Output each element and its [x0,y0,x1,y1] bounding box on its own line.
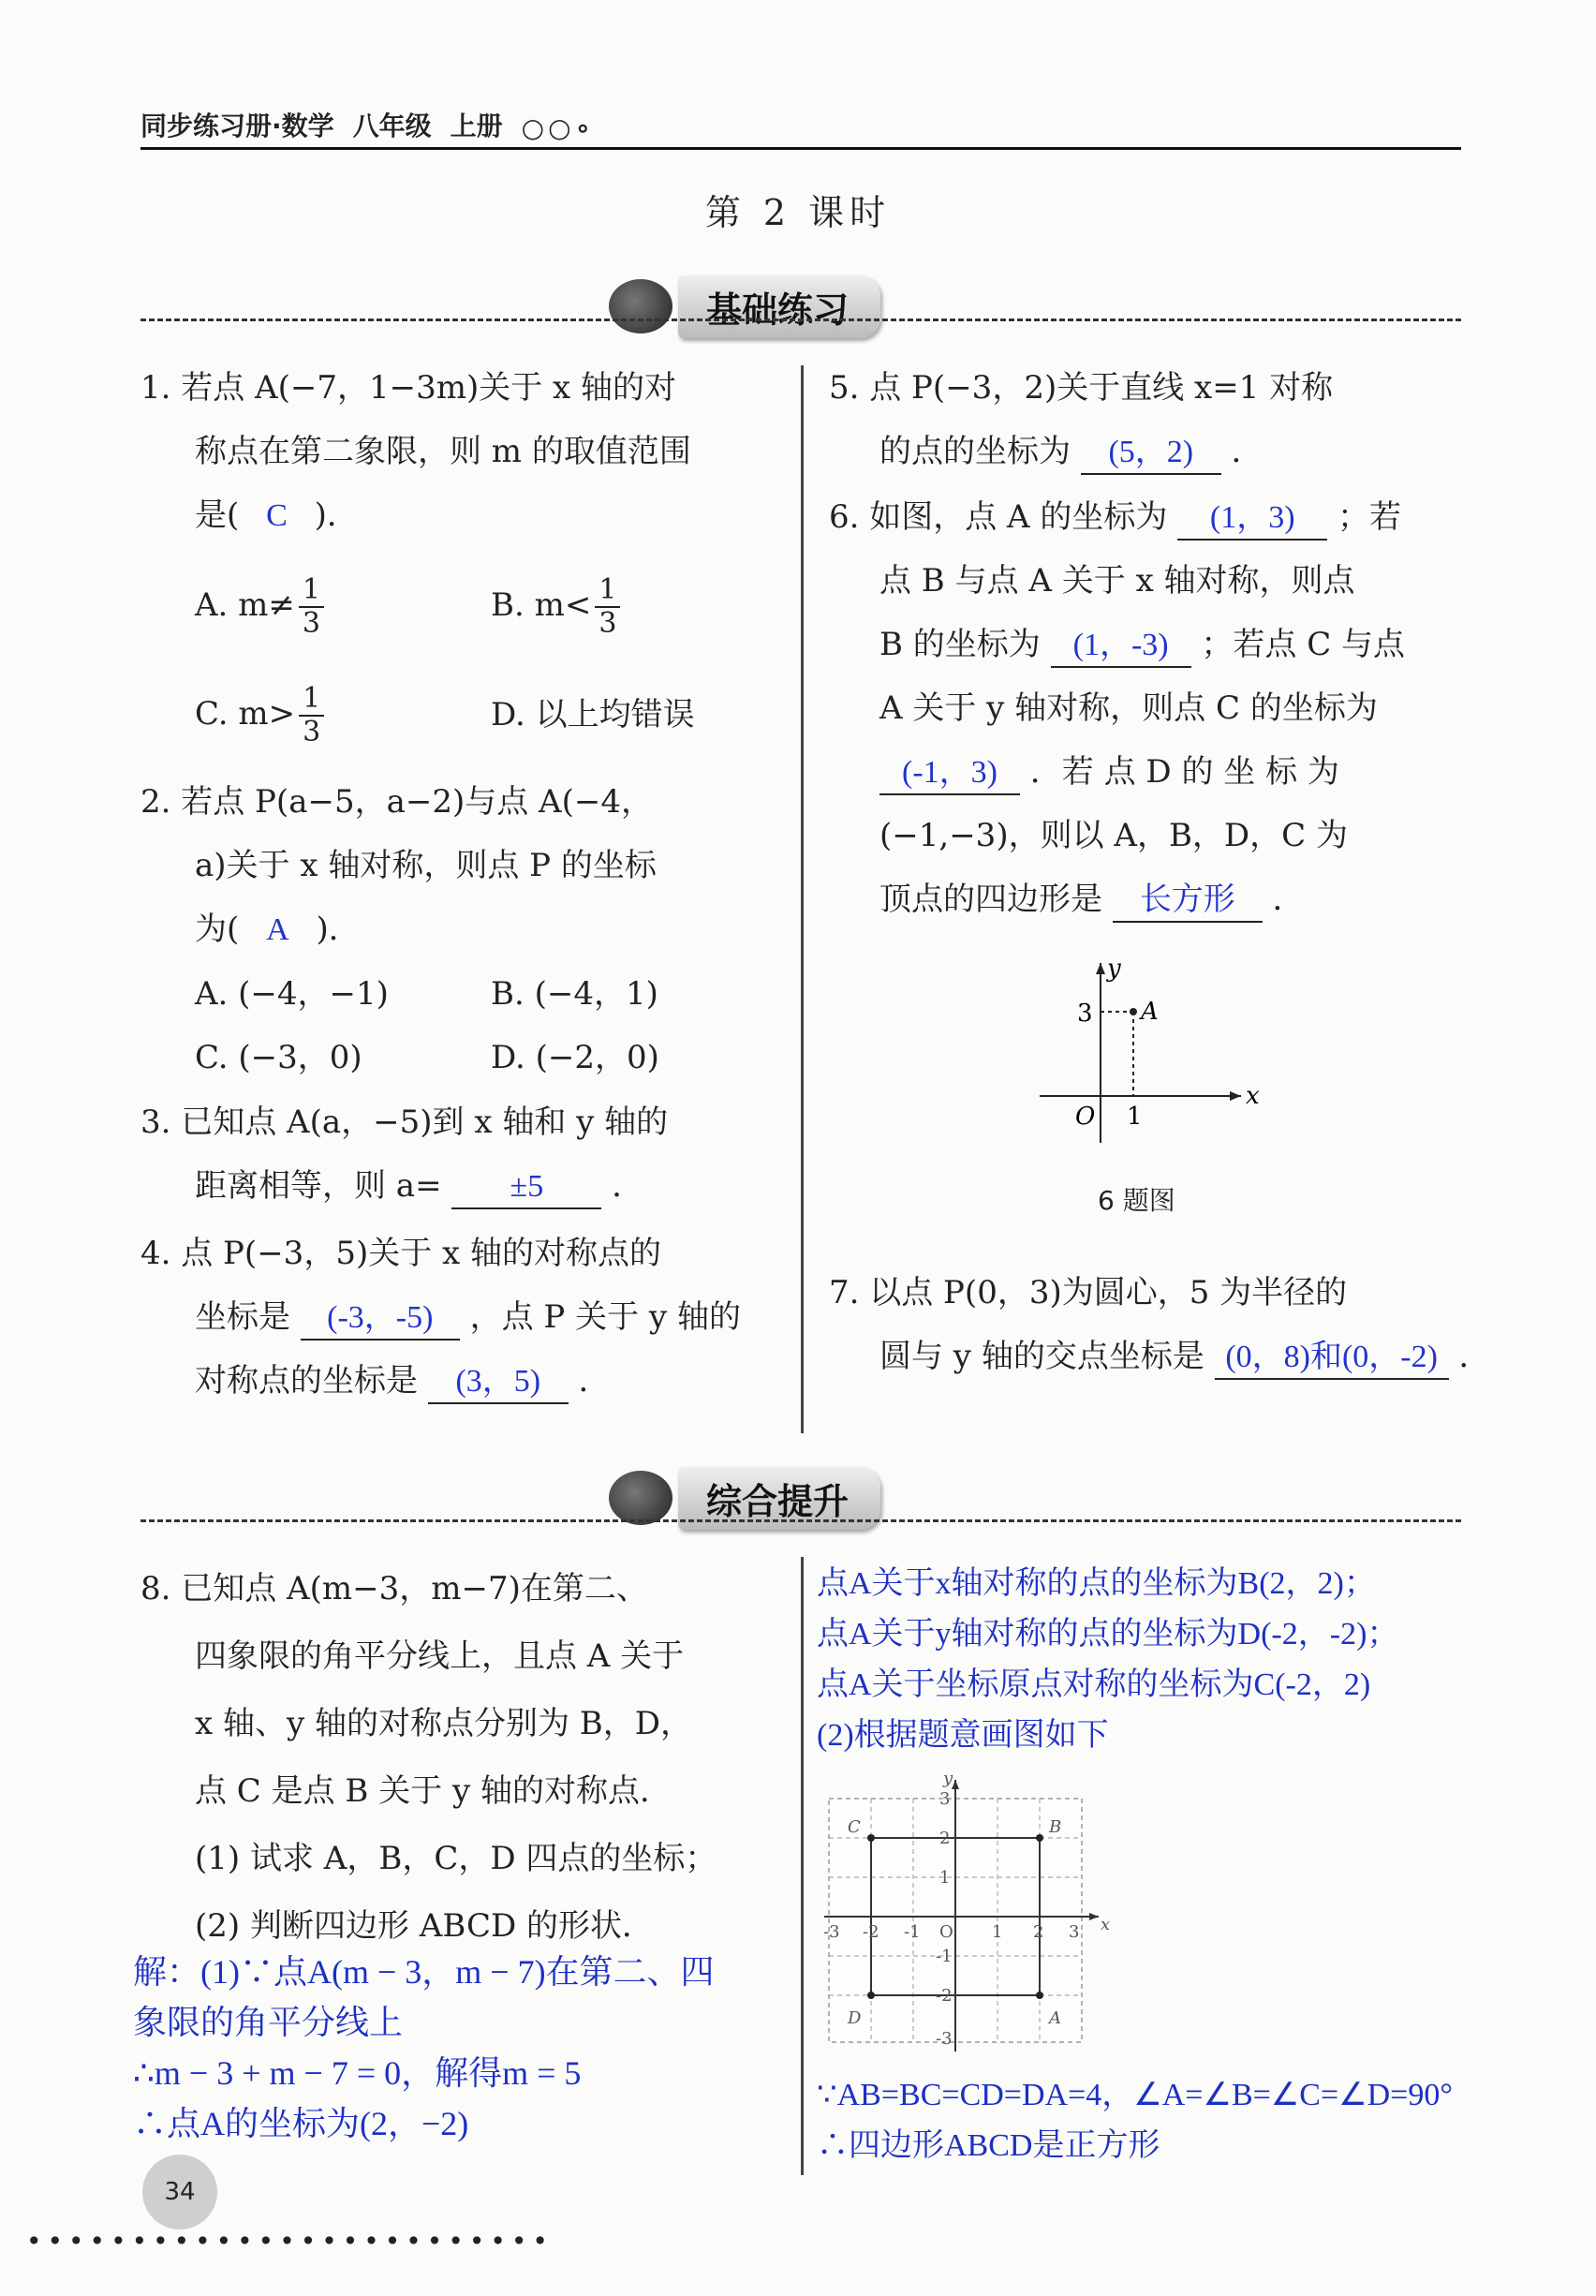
q1-paren-close: )． [314,496,359,534]
point-c [867,1834,875,1842]
q1-options-row2 [140,670,787,760]
solution-left-line: 象限的角平分线上 [133,2004,404,2041]
solution-right-line: (2)根据题意画图如下 [817,1718,1109,1753]
tick-y-label: 3 [1077,1000,1093,1028]
q1-line1: 1. 若点 A(−7，1−3m)关于 x 轴的对 [140,369,677,407]
point-a-label: A [1141,998,1159,1026]
q5-period: ． [1231,433,1264,470]
point-a-label: A [1049,2008,1061,2028]
x-label: x [1246,1082,1260,1110]
fraction-numerator: 1 [299,683,324,717]
q6-answer-2: (1，-3) [1051,625,1191,668]
q4-period: ． [578,1362,611,1400]
x-tick: -3 [823,1922,840,1942]
section-title-advanced: 综合提升 [678,1467,880,1530]
question-1 [140,356,787,760]
q3-period: ． [612,1167,644,1205]
point-d-label: D [848,2008,862,2028]
q2-option-b: B. (−4，1) [491,975,658,1013]
books-icon [609,279,672,333]
q2-line1: 2. 若点 P(a−5，a−2)与点 A(−4， [140,783,653,821]
q6-answer-1: (1，3) [1177,497,1327,541]
x-tick: -1 [904,1922,921,1942]
q6-line1 [829,485,1466,549]
q3-line1: 3. 已知点 A(a，−5)到 x 轴和 y 轴的 [140,1104,669,1141]
lesson-title: 第 2 课时 [704,192,892,233]
q2-option-d: D. (−2，0) [491,1039,659,1076]
q7-period: ． [1458,1338,1491,1375]
q8-line4: 点 C 是点 B 关于 y 轴的对称点． [195,1772,672,1810]
fraction-numerator: 1 [299,574,324,608]
q6-line6: (−1,−3)，则以 A，B，D，C 为 [879,817,1349,854]
magnifier-icon [609,1471,672,1525]
q4-text-b: ，点 P 关于 y 轴的 [469,1298,741,1336]
x-label: x [1101,1915,1111,1934]
fraction-denominator: 3 [303,715,321,748]
point-a [1130,1008,1137,1015]
q6-text-b: ；若 [1337,498,1402,536]
q4-line2 [140,1285,787,1349]
q6-answer-3: (-1，3) [879,752,1020,795]
y-axis-arrow [952,1780,959,1789]
origin-label: O [1075,1103,1096,1131]
fraction-denominator: 3 [598,606,617,640]
q6-line5 [829,740,1466,804]
q4-text-c: 对称点的坐标是 [195,1362,418,1400]
fraction-denominator: 3 [302,606,320,640]
q3-text: 距离相等，则 a= [195,1167,442,1205]
divider-dashed [140,1519,1461,1522]
q6-text-e: ．若 点 D 的 坐 标 为 [1029,753,1339,791]
q8-line1: 8. 已知点 A(m−3，m−7)在第二、 [140,1570,648,1607]
q7-answer: (0，8)和(0，-2) [1215,1337,1449,1380]
divider-dashed [140,318,1461,321]
q2-paren-open: 为( [195,911,240,948]
page-header [140,101,1461,150]
solution-left-line: ∴m − 3 + m − 7 = 0，解得m = 5 [133,2054,582,2092]
q1-answer: C [266,498,288,533]
q1-options-row1 [140,561,787,651]
x-tick: 2 [1033,1922,1044,1942]
q5-line2 [829,420,1466,483]
q1-line3 [140,483,787,548]
point-d [867,1992,875,1999]
fraction [299,574,324,640]
x-tick: -2 [863,1922,879,1942]
q2-option-c: C. (−3，0) [195,1039,362,1076]
question-3 [140,1090,787,1218]
solution-right-line: 点A关于x轴对称的点的坐标为B(2，2)； [817,1566,1376,1601]
q4-answer-1: (-3，-5) [301,1297,460,1341]
column-divider [801,365,804,1433]
q3-answer: ±5 [451,1166,601,1209]
q7-text: 圆与 y 轴的交点坐标是 [879,1338,1204,1375]
x-tick: 3 [1069,1922,1080,1942]
header-volume: 上册 [450,111,503,141]
q6-line4: A 关于 y 轴对称，则点 C 的坐标为 [879,689,1378,727]
y-tick: -1 [936,1947,953,1966]
q6-line2: 点 B 与点 A 关于 x 轴对称，则点 [879,562,1355,600]
header-grade: 八年级 [352,111,432,141]
y-label: y [1107,955,1121,983]
q2-option-a: A. (−4，−1) [195,975,389,1013]
tick-x-label: 1 [1127,1103,1143,1131]
q5-line1: 5. 点 P(−3，2)关于直线 x=1 对称 [829,369,1334,407]
question-4 [140,1222,787,1413]
q1-option-d: D. 以上均错误 [491,696,695,733]
point-b-label: B [1049,1817,1062,1837]
q1-line2: 称点在第二象限，则 m 的取值范围 [195,433,691,470]
q2-options-row2 [140,1026,787,1089]
solution-left [133,1947,798,2149]
y-tick: 2 [939,1829,951,1848]
q4-line1: 4. 点 P(−3，5)关于 x 轴的对称点的 [140,1235,662,1272]
footer-dots: ••••••••••••••••••••••••• [26,2226,554,2257]
question-5 [829,356,1466,483]
column-divider [801,1557,804,2175]
section-banner-basic [609,274,880,339]
q4-line3 [140,1349,787,1413]
page-number: 34 [142,2155,217,2229]
x-tick: 1 [992,1922,1003,1942]
solution-right-line: 点A关于y轴对称的点的坐标为D(-2，-2)； [817,1617,1399,1652]
q1-option-b-text: B. m< [491,585,592,624]
x-axis-arrow [1089,1913,1099,1920]
q8-line3: x 轴、y 轴的对称点分别为 B，D， [195,1705,693,1742]
header-book: 同步练习册·数学 [140,111,334,141]
q6-text-f: 顶点的四边形是 [879,881,1102,918]
section-title-basic: 基础练习 [678,275,880,338]
solution-left-line: 解：(1)∵点A(m − 3，m − 7)在第二、四 [133,1953,715,1991]
q1-option-b [491,573,787,640]
q2-line2: a)关于 x 轴对称，则点 P 的坐标 [195,847,657,884]
question-8 [140,1555,787,1960]
q2-answer: A [266,912,289,947]
q6-text-a: 6. 如图，点 A 的坐标为 [829,498,1168,536]
q2-options-row1 [140,962,787,1026]
fraction [299,683,324,748]
solution-right-line: 点A关于坐标原点对称的坐标为C(-2，2) [817,1667,1371,1702]
y-axis-arrow [1096,963,1105,974]
q4-answer-2: (3，5) [428,1361,569,1404]
q7-line1: 7. 以点 P(0，3)为圆心，5 为半径的 [829,1274,1348,1311]
y-tick: 3 [939,1789,951,1809]
point-c-label: C [848,1817,861,1837]
q5-answer: (5，2) [1081,432,1221,475]
q6-line3 [829,613,1466,676]
q1-option-c-text: C. m> [195,694,296,733]
header-circles: ○○∘ [521,112,596,143]
x-axis-arrow [1230,1091,1241,1101]
q6-period: ． [1272,881,1305,918]
conclusion-line: ∴四边形ABCD是正方形 [817,2128,1160,2163]
y-label: y [943,1769,953,1788]
fraction [595,574,620,640]
y-tick: -2 [936,1986,953,2006]
q1-option-c [195,682,491,748]
q6-figure-caption: 6 题图 [1098,1185,1175,1216]
q8-line2: 四象限的角平分线上，且点 A 关于 [195,1637,685,1675]
q6-line7 [829,867,1466,931]
y-tick: -3 [936,2029,953,2049]
x-tick: O [939,1922,953,1942]
question-6 [829,485,1466,931]
question-7 [829,1261,1503,1388]
point-b [1036,1834,1043,1842]
q4-text-a: 坐标是 [195,1298,290,1336]
q8-grid-figure [820,1770,1119,2061]
point-a [1036,1992,1043,1999]
solution-right [817,1559,1566,1761]
solution-conclusion [817,2070,1585,2171]
q6-text-c: B 的坐标为 [879,626,1041,663]
q7-line2 [829,1325,1503,1388]
q6-answer-4: 长方形 [1113,880,1263,923]
q6-coordinate-figure [1030,955,1260,1152]
q2-paren-close: )． [316,911,361,948]
q6-text-d: ；若点 C 与点 [1201,626,1406,663]
solution-left-line: ∴点A的坐标为(2，−2) [133,2105,469,2142]
q1-option-a [195,573,491,640]
q1-option-a-text: A. m≠ [195,585,295,624]
q1-paren-open: 是( [195,496,240,534]
y-tick: 1 [939,1868,951,1888]
q5-text: 的点的坐标为 [879,433,1071,470]
fraction-numerator: 1 [595,574,620,608]
q8-sub1: (1) 试求 A，B，C，D 四点的坐标； [195,1840,717,1877]
q2-line3 [140,897,787,962]
q3-line2 [140,1154,787,1218]
conclusion-line: ∵AB=BC=CD=DA=4，∠A=∠B=∠C=∠D=90° [817,2078,1453,2112]
q8-sub2: (2) 判断四边形 ABCD 的形状． [195,1907,655,1945]
question-2 [140,770,787,1089]
